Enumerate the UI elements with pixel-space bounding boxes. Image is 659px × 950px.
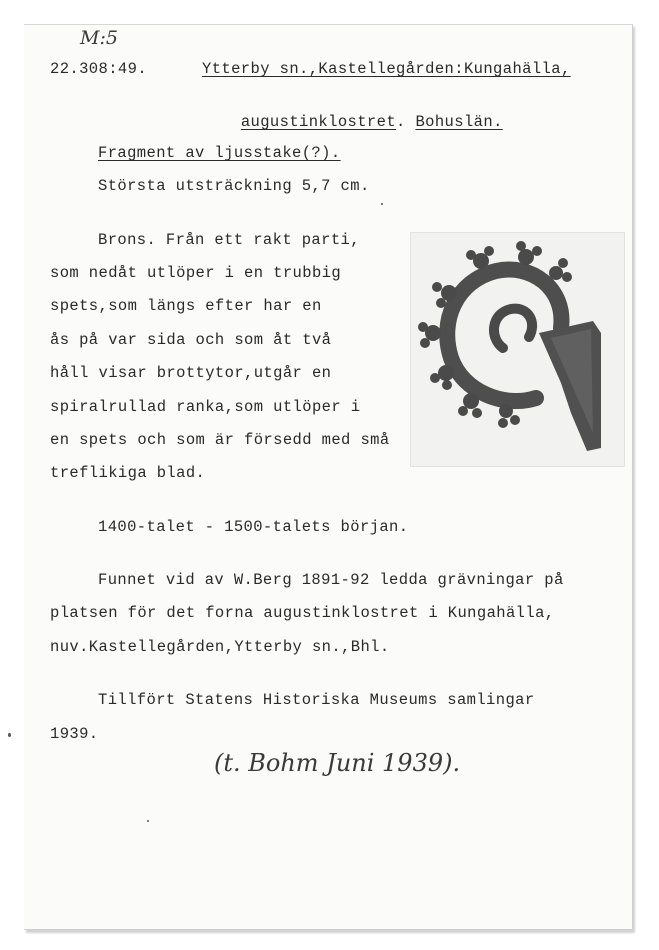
- accession-line: Tillfört Statens Historiska Museums samlingar: [98, 691, 535, 709]
- location-province: Bohuslän.: [415, 113, 503, 131]
- description-line: spets,som längs efter har en: [50, 297, 322, 315]
- find-line: platsen för det forna augustinklostret i Kungahälla,: [50, 604, 555, 622]
- paper-speck: [147, 820, 149, 822]
- description-line: som nedåt utlöper i en trubbig: [50, 264, 342, 282]
- description-line: ås på var sida och som åt två: [50, 331, 332, 349]
- object-photo: [410, 232, 625, 467]
- catalog-number: 22.308:49.: [50, 60, 148, 78]
- dimension-text: Största utsträckning 5,7 cm.: [98, 177, 370, 195]
- candlestick-fragment-image: [411, 233, 624, 466]
- description-line: en spets och som är försedd med små: [50, 431, 390, 449]
- location-separator: .: [396, 113, 416, 131]
- dating-text: 1400-talet - 1500-talets början.: [98, 518, 409, 536]
- location-monastery: augustinklostret: [240, 113, 397, 131]
- handwritten-mark: M:5: [80, 27, 118, 49]
- location-line-1: Ytterby sn.,Kastellegården:Kungahälla,: [202, 60, 571, 78]
- description-line: Brons. Från ett rakt parti,: [98, 231, 360, 249]
- find-line: nuv.Kastellegården,Ytterby sn.,Bhl.: [50, 638, 390, 656]
- paper-speck: [381, 203, 383, 205]
- description-line: håll visar brottytor,utgår en: [50, 364, 332, 382]
- catalog-card: [24, 24, 633, 930]
- description-line: treflikiga blad.: [50, 464, 206, 482]
- handwritten-signature: (t. Bohm Juni 1939).: [214, 749, 461, 777]
- object-title: Fragment av ljusstake(?).: [98, 144, 341, 162]
- find-line: Funnet vid av W.Berg 1891-92 ledda grävningar på: [98, 571, 564, 589]
- accession-line: 1939.: [50, 725, 99, 743]
- description-line: spiralrullad ranka,som utlöper i: [50, 398, 361, 416]
- paper-speck: [8, 733, 11, 737]
